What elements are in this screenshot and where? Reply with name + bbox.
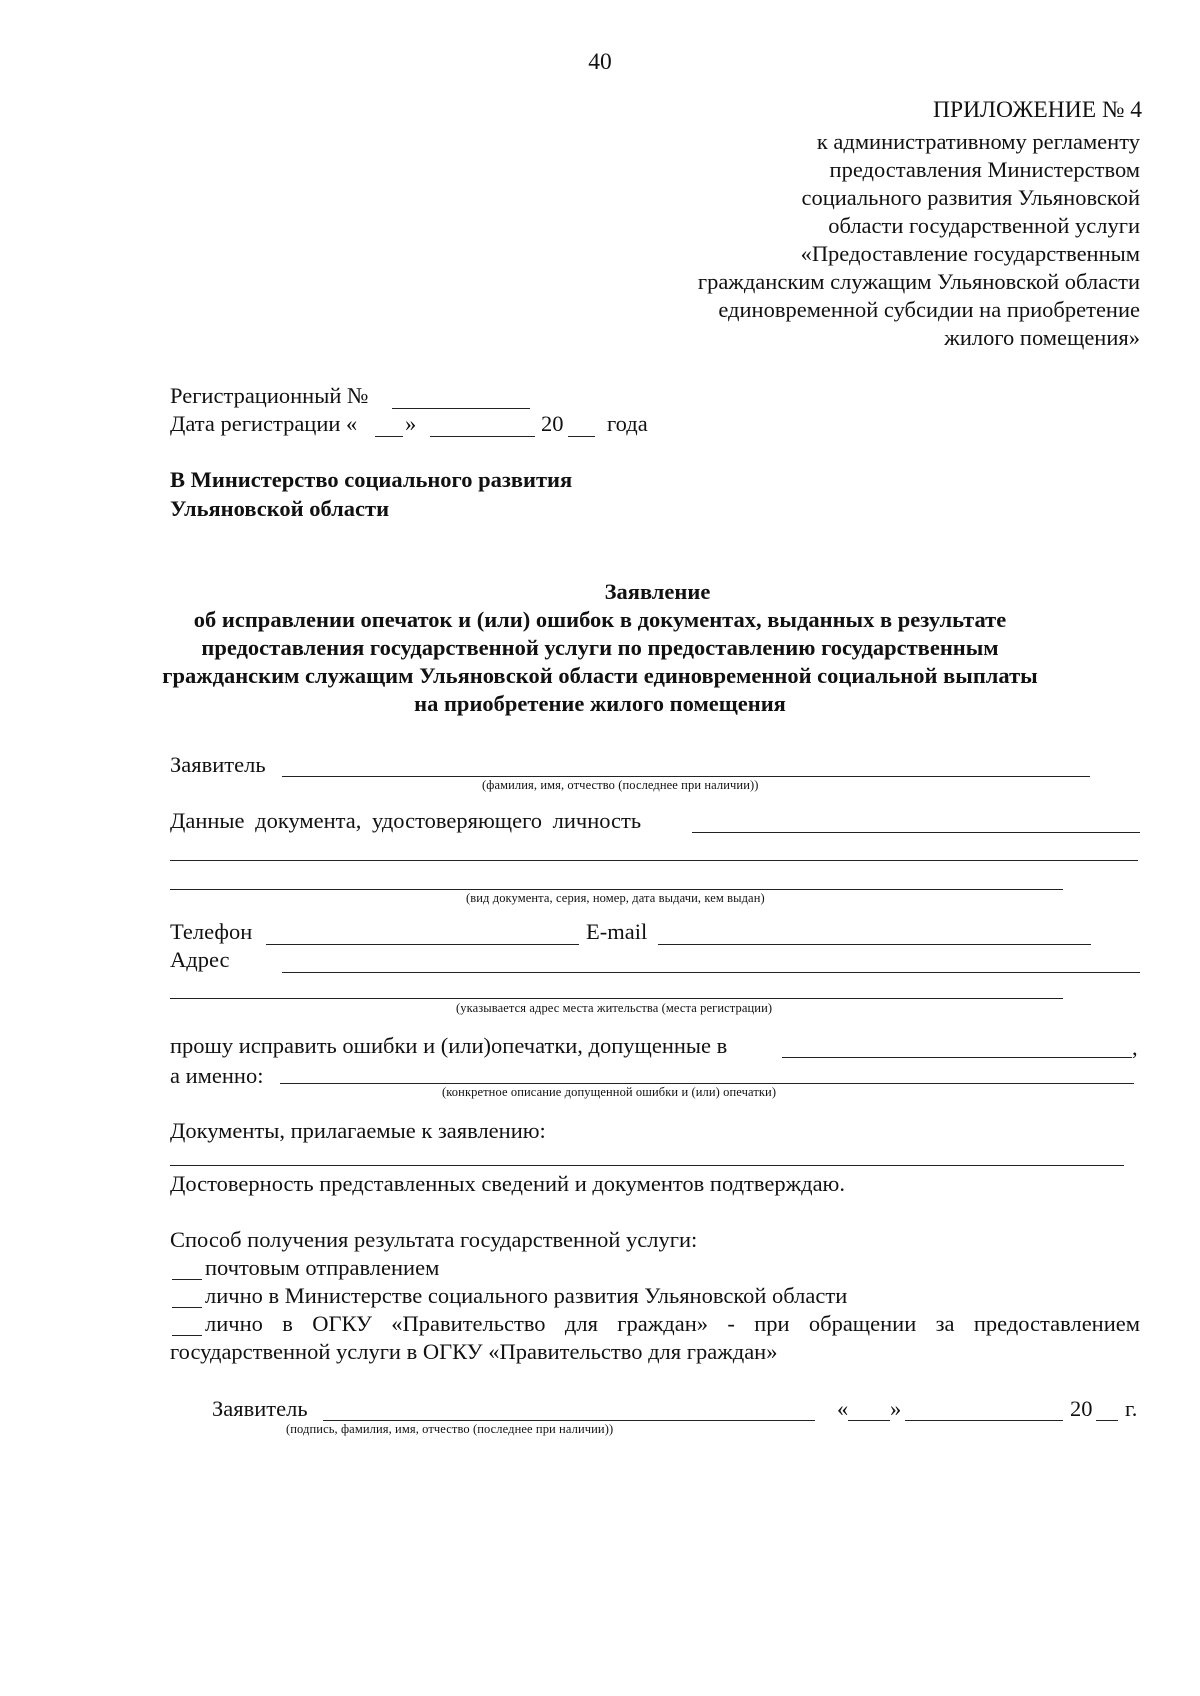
request-document-field[interactable] — [782, 1057, 1132, 1058]
email-field[interactable] — [658, 944, 1091, 945]
delivery-option-ogku-continuation: государственной услуги в ОГКУ «Правительство для граждан» — [170, 1339, 778, 1364]
signature-day-field[interactable] — [848, 1420, 890, 1421]
attachments-label: Документы, прилагаемые к заявлению: — [170, 1118, 546, 1143]
appendix-line: жилого помещения» — [944, 325, 1140, 350]
page-number: 40 — [588, 49, 612, 75]
delivery-option-ministry: лично в Министерстве социального развития Ульяновской области — [205, 1283, 848, 1308]
registration-date-quote-close: » — [405, 411, 417, 436]
address-caption: (указывается адрес места жительства (места регистрации) — [456, 1001, 773, 1015]
signature-month-field[interactable] — [905, 1420, 1063, 1421]
signature-year-suffix: г. — [1125, 1396, 1138, 1421]
attachments-field[interactable] — [170, 1165, 1124, 1166]
appendix-line: гражданским служащим Ульяновской области — [697, 269, 1140, 294]
address-label: Адрес — [170, 947, 230, 972]
registration-month-field[interactable] — [430, 436, 535, 437]
namely-field[interactable] — [280, 1083, 1134, 1084]
registration-date-label: Дата регистрации « — [170, 411, 358, 436]
phone-field[interactable] — [266, 944, 579, 945]
delivery-option-ministry-checkbox[interactable] — [172, 1307, 202, 1308]
signature-field[interactable] — [323, 1420, 815, 1421]
signature-date-quote-open: « — [837, 1396, 849, 1421]
delivery-option-ogku: лично в ОГКУ «Правительство для граждан» - при обращении за предоставлением — [205, 1311, 1140, 1336]
document-subtitle-line: об исправлении опечаток и (или) ошибок в документах, выданных в результате — [193, 607, 1007, 632]
delivery-heading: Способ получения результата государственной услуги: — [170, 1227, 698, 1252]
registration-year-suffix: года — [607, 411, 648, 436]
registration-day-field[interactable] — [375, 436, 403, 437]
document-subtitle-line: на приобретение жилого помещения — [414, 691, 786, 716]
id-document-label: Данные документа, удостоверяющего личность — [170, 808, 642, 833]
document-subtitle-line: предоставления государственной услуги по предоставлению государственным — [201, 635, 999, 660]
delivery-option-ogku-checkbox[interactable] — [172, 1335, 202, 1336]
registration-number-field[interactable] — [392, 408, 530, 409]
addressee-line-1: В Министерство социального развития — [170, 467, 573, 492]
id-document-field-line-2[interactable] — [170, 860, 1138, 861]
delivery-option-mail: почтовым отправлением — [205, 1255, 440, 1280]
email-label: E-mail — [586, 919, 648, 944]
phone-label: Телефон — [170, 919, 253, 944]
applicant-caption: (фамилия, имя, отчество (последнее при наличии)) — [482, 778, 759, 792]
signature-date-quote-close: » — [890, 1396, 902, 1421]
registration-number-label: Регистрационный № — [170, 383, 369, 408]
appendix-line: области государственной услуги — [828, 213, 1140, 238]
id-document-field[interactable] — [692, 832, 1140, 833]
appendix-line: «Предоставление государственным — [800, 241, 1140, 266]
appendix-line: предоставления Министерством — [829, 157, 1140, 182]
applicant-field[interactable] — [282, 776, 1090, 777]
appendix-heading: ПРИЛОЖЕНИЕ № 4 — [933, 97, 1142, 123]
registration-year-prefix: 20 — [541, 411, 564, 436]
signature-year-prefix: 20 — [1070, 1396, 1093, 1421]
address-field[interactable] — [282, 972, 1140, 973]
confirmation-text: Достоверность представленных сведений и документов подтверждаю. — [170, 1171, 845, 1196]
appendix-line: к административному регламенту — [816, 129, 1140, 154]
delivery-option-mail-checkbox[interactable] — [172, 1279, 202, 1280]
id-document-field-line-3[interactable] — [170, 889, 1063, 890]
addressee-line-2: Ульяновской области — [170, 496, 390, 521]
document-title: Заявление — [604, 579, 711, 604]
signature-year-field[interactable] — [1096, 1420, 1118, 1421]
registration-year-field[interactable] — [568, 436, 595, 437]
request-text: прошу исправить ошибки и (или)опечатки, допущенные в — [170, 1033, 728, 1058]
namely-label: а именно: — [170, 1063, 264, 1088]
signature-caption: (подпись, фамилия, имя, отчество (последнее при наличии)) — [286, 1422, 614, 1436]
appendix-line: социального развития Ульяновской — [801, 185, 1140, 210]
address-field-line-2[interactable] — [170, 998, 1063, 999]
applicant-label: Заявитель — [170, 752, 266, 777]
request-comma: , — [1132, 1035, 1138, 1060]
signature-label: Заявитель — [212, 1396, 308, 1421]
document-subtitle-line: гражданским служащим Ульяновской области единовременной социальной выплаты — [162, 663, 1038, 688]
appendix-line: единовременной субсидии на приобретение — [718, 297, 1140, 322]
id-document-caption: (вид документа, серия, номер, дата выдачи, кем выдан) — [466, 891, 765, 905]
namely-caption: (конкретное описание допущенной ошибки и (или) опечатки) — [442, 1085, 777, 1099]
